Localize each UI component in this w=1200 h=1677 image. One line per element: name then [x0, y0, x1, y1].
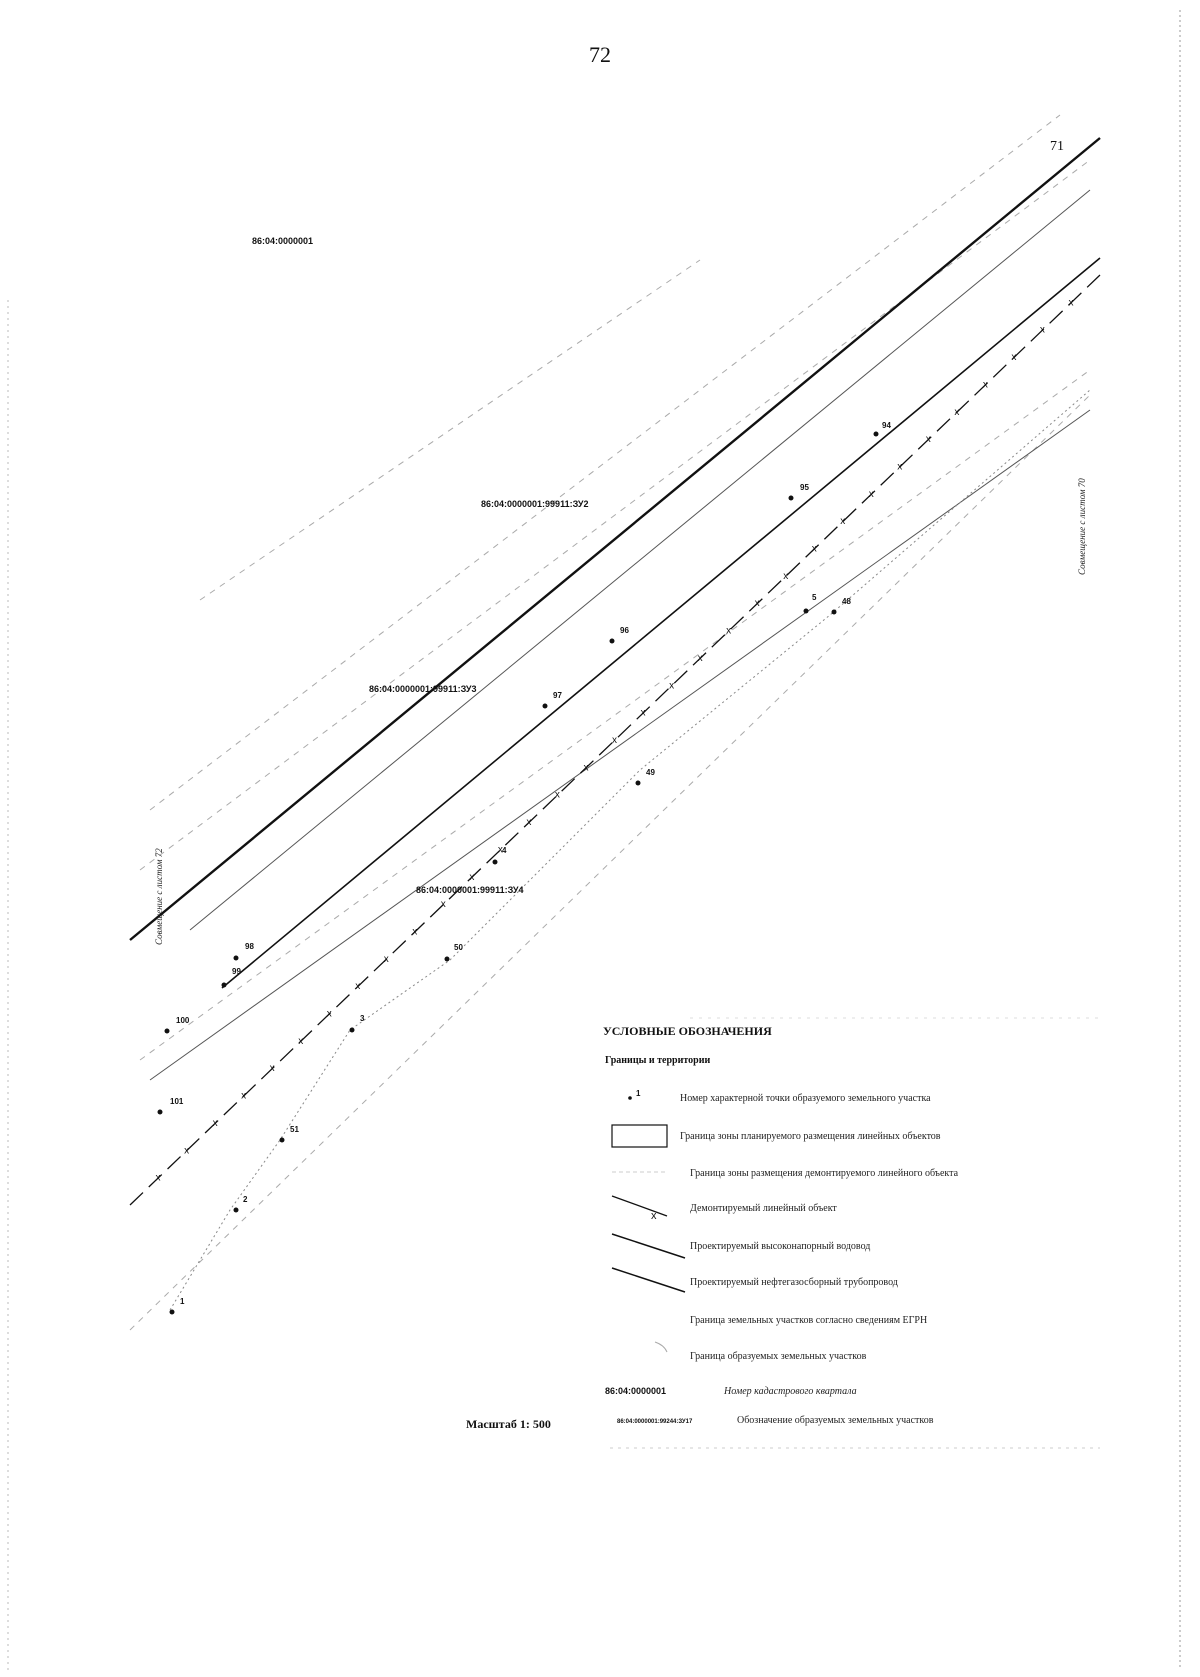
page-number: 72 — [589, 42, 611, 67]
dismantled-x-mark: x — [184, 1145, 190, 1157]
dismantled-x-mark: x — [326, 1008, 332, 1020]
point-label: 48 — [842, 597, 851, 606]
point-marker — [234, 956, 239, 961]
point-marker — [493, 860, 498, 865]
legend-water-pipeline-symbol — [612, 1234, 685, 1258]
dismantled-x-mark: x — [526, 817, 532, 829]
point-marker — [350, 1028, 355, 1033]
legend-oil-pipeline-symbol — [612, 1268, 685, 1292]
point-label: 95 — [800, 483, 809, 492]
cadastral-quarter-label: 86:04:0000001 — [252, 236, 314, 246]
point-marker — [610, 639, 615, 644]
legend-item-text: Граница зоны планируемого размещения линейных объектов — [680, 1131, 941, 1142]
dismantled-x-mark: x — [783, 570, 789, 582]
legend-subtitle: Границы и территории — [605, 1055, 711, 1066]
dismantled-x-mark: x — [640, 707, 646, 719]
match-note-left: Совмещение с листом 72 — [154, 848, 164, 945]
point-marker — [234, 1208, 239, 1213]
dismantled-x-mark: x — [298, 1035, 304, 1047]
dismantled-x-mark: x — [583, 762, 589, 774]
parcel-label-zu3: 86:04:0000001:99911:ЗУ3 — [369, 684, 477, 694]
parcel-label-zu4: 86:04:0000001:99911:ЗУ4 — [416, 885, 524, 895]
point-label: 5 — [812, 593, 817, 602]
dismantled-x-mark: x — [383, 953, 389, 965]
egrn-boundary-line — [140, 370, 1090, 1060]
legend-item-text: Граница зоны размещения демонтируемого линейного объекта — [690, 1168, 959, 1179]
legend-item-text: Проектируемый нефтегазосборный трубопровод — [690, 1277, 898, 1288]
point-label: 51 — [290, 1125, 299, 1134]
legend-zone-symbol — [612, 1125, 667, 1147]
legend-item-text: Граница земельных участков согласно сведениям ЕГРН — [690, 1315, 928, 1326]
dismantled-x-mark: x — [269, 1063, 275, 1075]
dismantled-x-mark: x — [697, 652, 703, 664]
egrn-boundary-line — [200, 260, 700, 600]
legend-dismantled-object-symbol — [612, 1196, 667, 1216]
parcel-label-zu2: 86:04:0000001:99911:ЗУ2 — [481, 499, 589, 509]
point-label: 3 — [360, 1014, 365, 1023]
dismantled-x-mark: x — [669, 680, 675, 692]
point-marker — [280, 1138, 285, 1143]
dismantled-x-mark: x — [1039, 324, 1045, 336]
legend-x-mark-icon: x — [651, 1210, 657, 1222]
point-label: 4 — [502, 846, 507, 855]
egrn-boundary-line — [140, 160, 1090, 870]
scale-label: Масштаб 1: 500 — [466, 1417, 551, 1431]
legend-point-number: 1 — [636, 1089, 641, 1098]
dismantled-x-mark: x — [355, 981, 361, 993]
dismantled-x-mark: x — [440, 899, 446, 911]
point-marker — [165, 1029, 170, 1034]
dismantled-object-marks — [156, 297, 1074, 1183]
legend-item-text: Номер характерной точки образуемого земельного участка — [680, 1093, 931, 1104]
point-label: 1 — [180, 1297, 185, 1306]
point-label: 50 — [454, 943, 463, 952]
point-marker — [170, 1310, 175, 1315]
dismantled-x-mark: x — [954, 406, 960, 418]
point-marker — [804, 609, 809, 614]
legend-parcel-code: 86:04:0000001:99244:ЗУ17 — [617, 1419, 693, 1425]
dismantled-x-mark: x — [469, 871, 475, 883]
legend-formed-parcel-symbol — [655, 1342, 667, 1352]
dismantled-x-mark: x — [982, 379, 988, 391]
dismantled-x-mark: x — [840, 516, 846, 528]
point-marker — [445, 957, 450, 962]
legend-parcel-text: Обозначение образуемых земельных участков — [737, 1415, 934, 1426]
dismantled-x-mark: x — [554, 789, 560, 801]
dismantled-x-mark: x — [811, 543, 817, 555]
point-label: 101 — [170, 1097, 184, 1106]
legend-quarter-code: 86:04:0000001 — [605, 1386, 667, 1396]
point-marker — [874, 432, 879, 437]
planned-zone-boundary — [130, 138, 1100, 988]
dismantled-x-mark: x — [612, 735, 617, 746]
corner-label: 71 — [1050, 139, 1064, 154]
dismantled-x-mark: x — [1011, 352, 1017, 364]
characteristic-points — [155, 421, 892, 1315]
legend — [603, 1018, 1100, 1448]
dismantled-x-mark: x — [241, 1090, 247, 1102]
point-marker — [222, 983, 227, 988]
point-marker — [789, 496, 794, 501]
legend-point-symbol — [628, 1096, 632, 1100]
point-label: 49 — [646, 768, 655, 777]
dismantled-x-mark: x — [412, 926, 418, 938]
dismantled-x-mark: x — [897, 461, 903, 473]
egrn-boundaries — [130, 115, 1090, 1330]
legend-title: УСЛОВНЫЕ ОБОЗНАЧЕНИЯ — [603, 1024, 772, 1038]
point-label: 99 — [232, 967, 241, 976]
dismantled-x-mark: x — [754, 598, 760, 610]
legend-item-text: Проектируемый высоконапорный водовод — [690, 1241, 871, 1252]
dismantled-x-mark: x — [155, 1172, 161, 1184]
point-label: 97 — [553, 691, 562, 700]
point-marker — [832, 610, 837, 615]
dismantled-x-mark: x — [497, 844, 503, 856]
egrn-boundary-line — [150, 115, 1060, 810]
point-label: 100 — [176, 1016, 190, 1025]
point-label: 98 — [245, 942, 254, 951]
projected-oil-pipeline — [150, 410, 1090, 1080]
planned-zone-line-lower — [222, 258, 1100, 988]
legend-item-text: Граница образуемых земельных участков — [690, 1351, 867, 1362]
point-marker — [543, 704, 548, 709]
point-label: 2 — [243, 1195, 248, 1204]
dismantled-x-mark: x — [925, 434, 931, 446]
projected-pipelines — [150, 190, 1090, 1080]
dismantled-x-mark: x — [868, 488, 874, 500]
dismantled-x-mark: x — [212, 1117, 218, 1129]
point-marker — [636, 781, 641, 786]
egrn-boundary-line — [130, 395, 1090, 1330]
planned-zone-line-upper — [130, 138, 1100, 940]
legend-quarter-text: Номер кадастрового квартала — [724, 1386, 857, 1397]
point-label: 94 — [882, 421, 891, 430]
match-note-right: Совмещение с листом 70 — [1077, 478, 1087, 575]
dismantled-x-mark: x — [1068, 297, 1074, 309]
dismantled-x-mark: x — [726, 625, 732, 637]
legend-item-text: Демонтируемый линейный объект — [690, 1203, 837, 1214]
point-marker — [158, 1110, 163, 1115]
point-label: 96 — [620, 626, 629, 635]
